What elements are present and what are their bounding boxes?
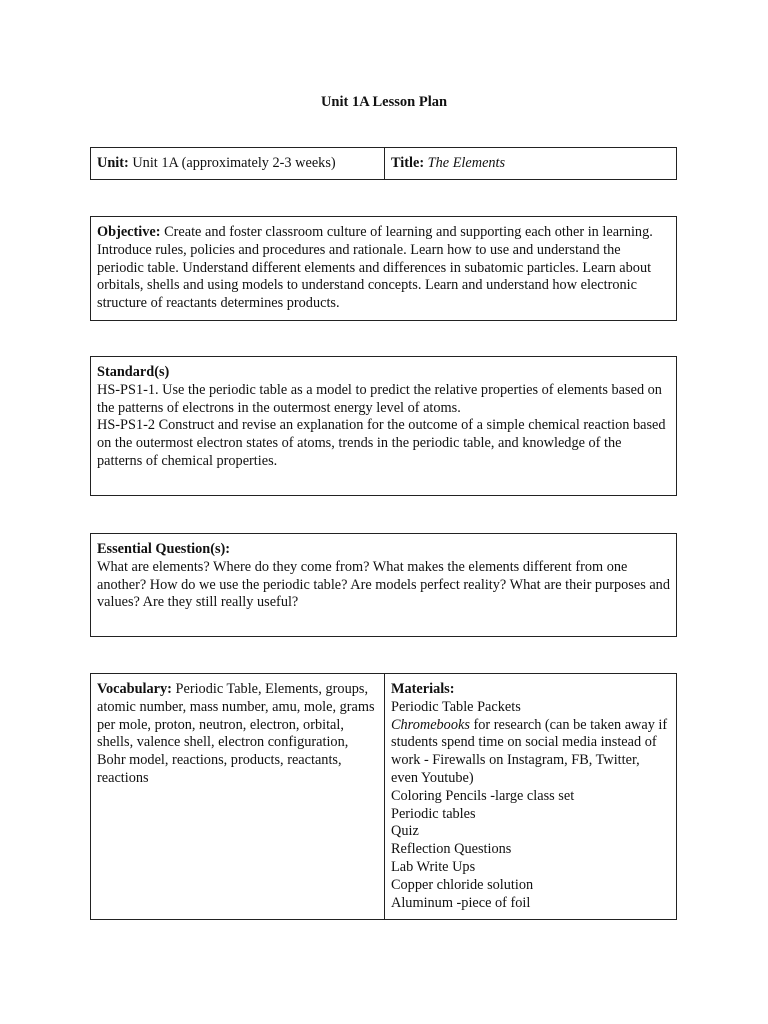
material-item <box>391 717 670 788</box>
vocabulary-text: Periodic Table, Elements, groups, atomic number, mass number, amu, mole, grams per mole, proton, neutron, electron, orbital, shells, valence shell, electron configuration, Bohr model, reactions, products, reactants, reactions <box>97 681 375 786</box>
material-item-rest: for research (can be taken away if students spend time on social media instead of work - Firewalls on Instagram, FB, Twitter, even Youtube) <box>391 716 668 786</box>
vocabulary-cell <box>91 674 385 919</box>
material-item: Periodic tables <box>391 805 476 822</box>
vocabulary-label: Vocabulary: <box>97 681 172 697</box>
essential-questions-text: What are elements? Where do they come from? What makes the elements different from one another? How do we use the periodic table? Are models perfect reality? What are their purposes and values? Are they still really useful? <box>97 558 670 611</box>
title-value: The Elements <box>427 155 506 171</box>
title-cell <box>385 148 676 179</box>
unit-value: Unit 1A (approximately 2-3 weeks) <box>132 155 336 171</box>
material-item: Quiz <box>391 823 419 840</box>
title-label: Title: <box>391 155 425 171</box>
page-title: Unit 1A Lesson Plan <box>320 94 448 110</box>
standard-item: HS-PS1-1. Use the periodic table as a model to predict the relative properties of elements based on the patterns of electrons in the outermost energy level of atoms. <box>97 381 662 416</box>
unit-title-box <box>90 147 677 180</box>
material-item: Aluminum -piece of foil <box>391 894 531 911</box>
material-item: Copper chloride solution <box>391 876 534 893</box>
vocab-materials-box <box>90 673 677 920</box>
essential-questions-label: Essential Question(s): <box>97 541 231 557</box>
material-item-italic: Chromebooks <box>391 716 470 733</box>
materials-cell <box>385 674 676 919</box>
essential-questions-box <box>90 533 677 637</box>
material-item: Lab Write Ups <box>391 858 476 875</box>
objective-box <box>90 216 677 321</box>
materials-label: Materials: <box>391 681 455 697</box>
unit-label: Unit: <box>97 155 129 171</box>
standards-box <box>90 356 677 496</box>
material-item: Periodic Table Packets <box>391 698 521 715</box>
material-item: Coloring Pencils -large class set <box>391 787 575 804</box>
objective-text: Create and foster classroom culture of learning and supporting each other in learning. Introduce rules, policies and procedures and rationale. Learn how to use and understand the periodic table. Understand different elements and differences in subatomic particles. Learn about orbitals, shells and using models to understand concepts. Learn and understand how electronic structure of reactants determines products. <box>97 224 653 312</box>
objective-label: Objective: <box>97 224 161 240</box>
standard-item: HS-PS1-2 Construct and revise an explanation for the outcome of a simple chemical reaction based on the outermost electron states of atoms, trends in the periodic table, and knowledge of the patterns of chemical properties. <box>97 417 666 469</box>
standards-label: Standard(s) <box>97 364 170 380</box>
material-item: Reflection Questions <box>391 841 512 858</box>
unit-cell <box>91 148 385 179</box>
